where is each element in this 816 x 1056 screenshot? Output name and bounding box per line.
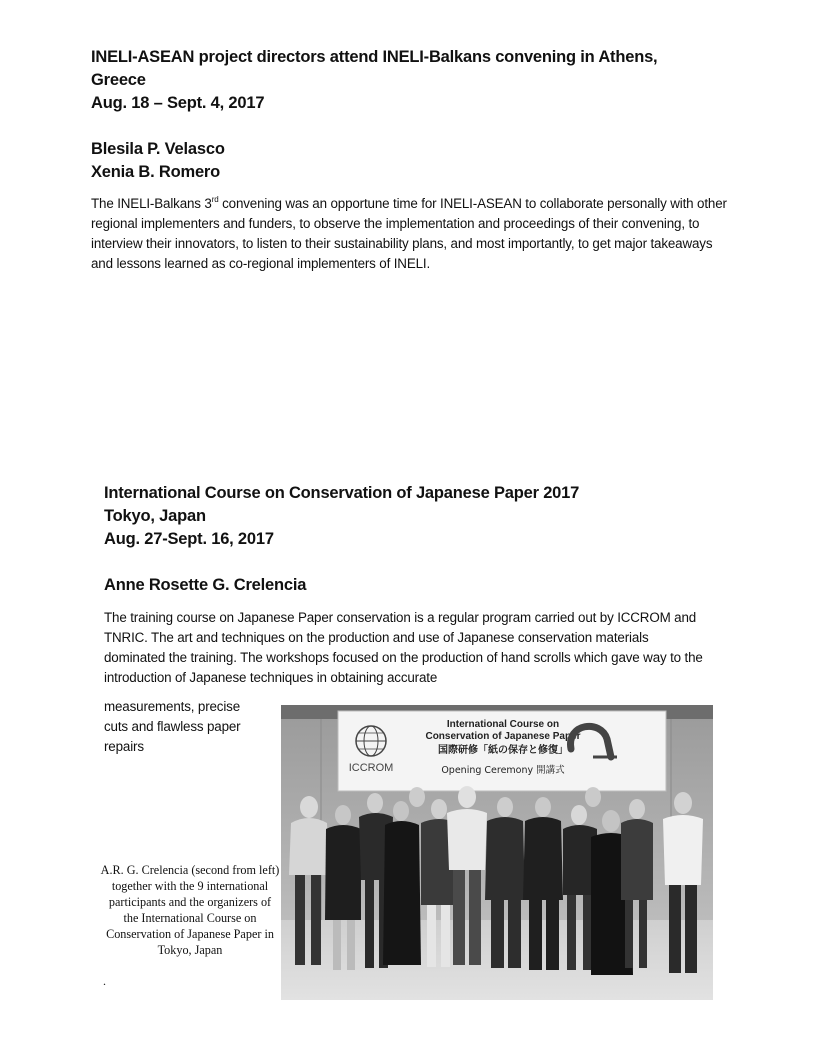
article-dates: Aug. 27-Sept. 16, 2017 — [104, 530, 274, 548]
banner-title-line-3: 国際研修「紙の保存と修復」 — [438, 745, 568, 756]
body-text-start: The INELI-Balkans 3 — [91, 196, 212, 211]
body-line: repairs — [104, 739, 144, 754]
article-location: Tokyo, Japan — [104, 507, 206, 525]
article-body-continued — [104, 697, 279, 757]
banner-title-line-2: Conservation of Japanese Paper — [425, 731, 581, 742]
author-name: Xenia B. Romero — [91, 163, 221, 181]
group-photo-image — [281, 705, 713, 1000]
photo-caption: A.R. G. Crelencia (second from left) together with the 9 international participants and the organizers of the International Course on Conservation of Japanese Paper in Tokyo, Japan — [100, 863, 280, 957]
banner-ceremony: Opening Ceremony 開講式 — [441, 765, 565, 776]
author-name: Anne Rosette G. Crelencia — [104, 576, 307, 594]
article-title: International Course on Conservation of Japanese Paper 2017 — [104, 484, 580, 502]
group-photo — [281, 705, 713, 1000]
body-line: cuts and flawless paper — [104, 719, 241, 734]
banner-logo-text: ICCROM — [348, 762, 394, 774]
ordinal-suffix: rd — [211, 195, 219, 204]
banner-title-line-1: International Course on — [446, 719, 560, 730]
author-name: Blesila P. Velasco — [91, 140, 225, 158]
article-ineli — [91, 46, 727, 274]
article-title-line-2: Greece — [91, 71, 146, 89]
caption-trailing-dot: . — [103, 974, 106, 988]
article-body — [91, 194, 731, 274]
article-japanese-paper — [104, 482, 724, 688]
body-text-rest: convening was an opportune time for INELI-ASEAN to collaborate personally with other regional implementers and funders, to observe the implementation and proceedings of their convening, to interview their innovators, to listen to their sustainability plans, and most importantly, to get major takeaways and lessons learned as co-regional implementers of INELI. — [91, 196, 727, 271]
article-dates: Aug. 18 – Sept. 4, 2017 — [91, 94, 265, 112]
body-line: measurements, precise — [104, 699, 241, 714]
article-body: The training course on Japanese Paper conservation is a regular program carried out by ICCROM and TNRIC. The art and techniques on the production and use of Japanese conservation materials dominated the training. The workshops focused on the production of hand scrolls which gave way to the introduction of Japanese techniques in obtaining accurate — [104, 610, 703, 685]
article-title-line-1: INELI-ASEAN project directors attend INELI-Balkans convening in Athens, — [91, 48, 658, 66]
